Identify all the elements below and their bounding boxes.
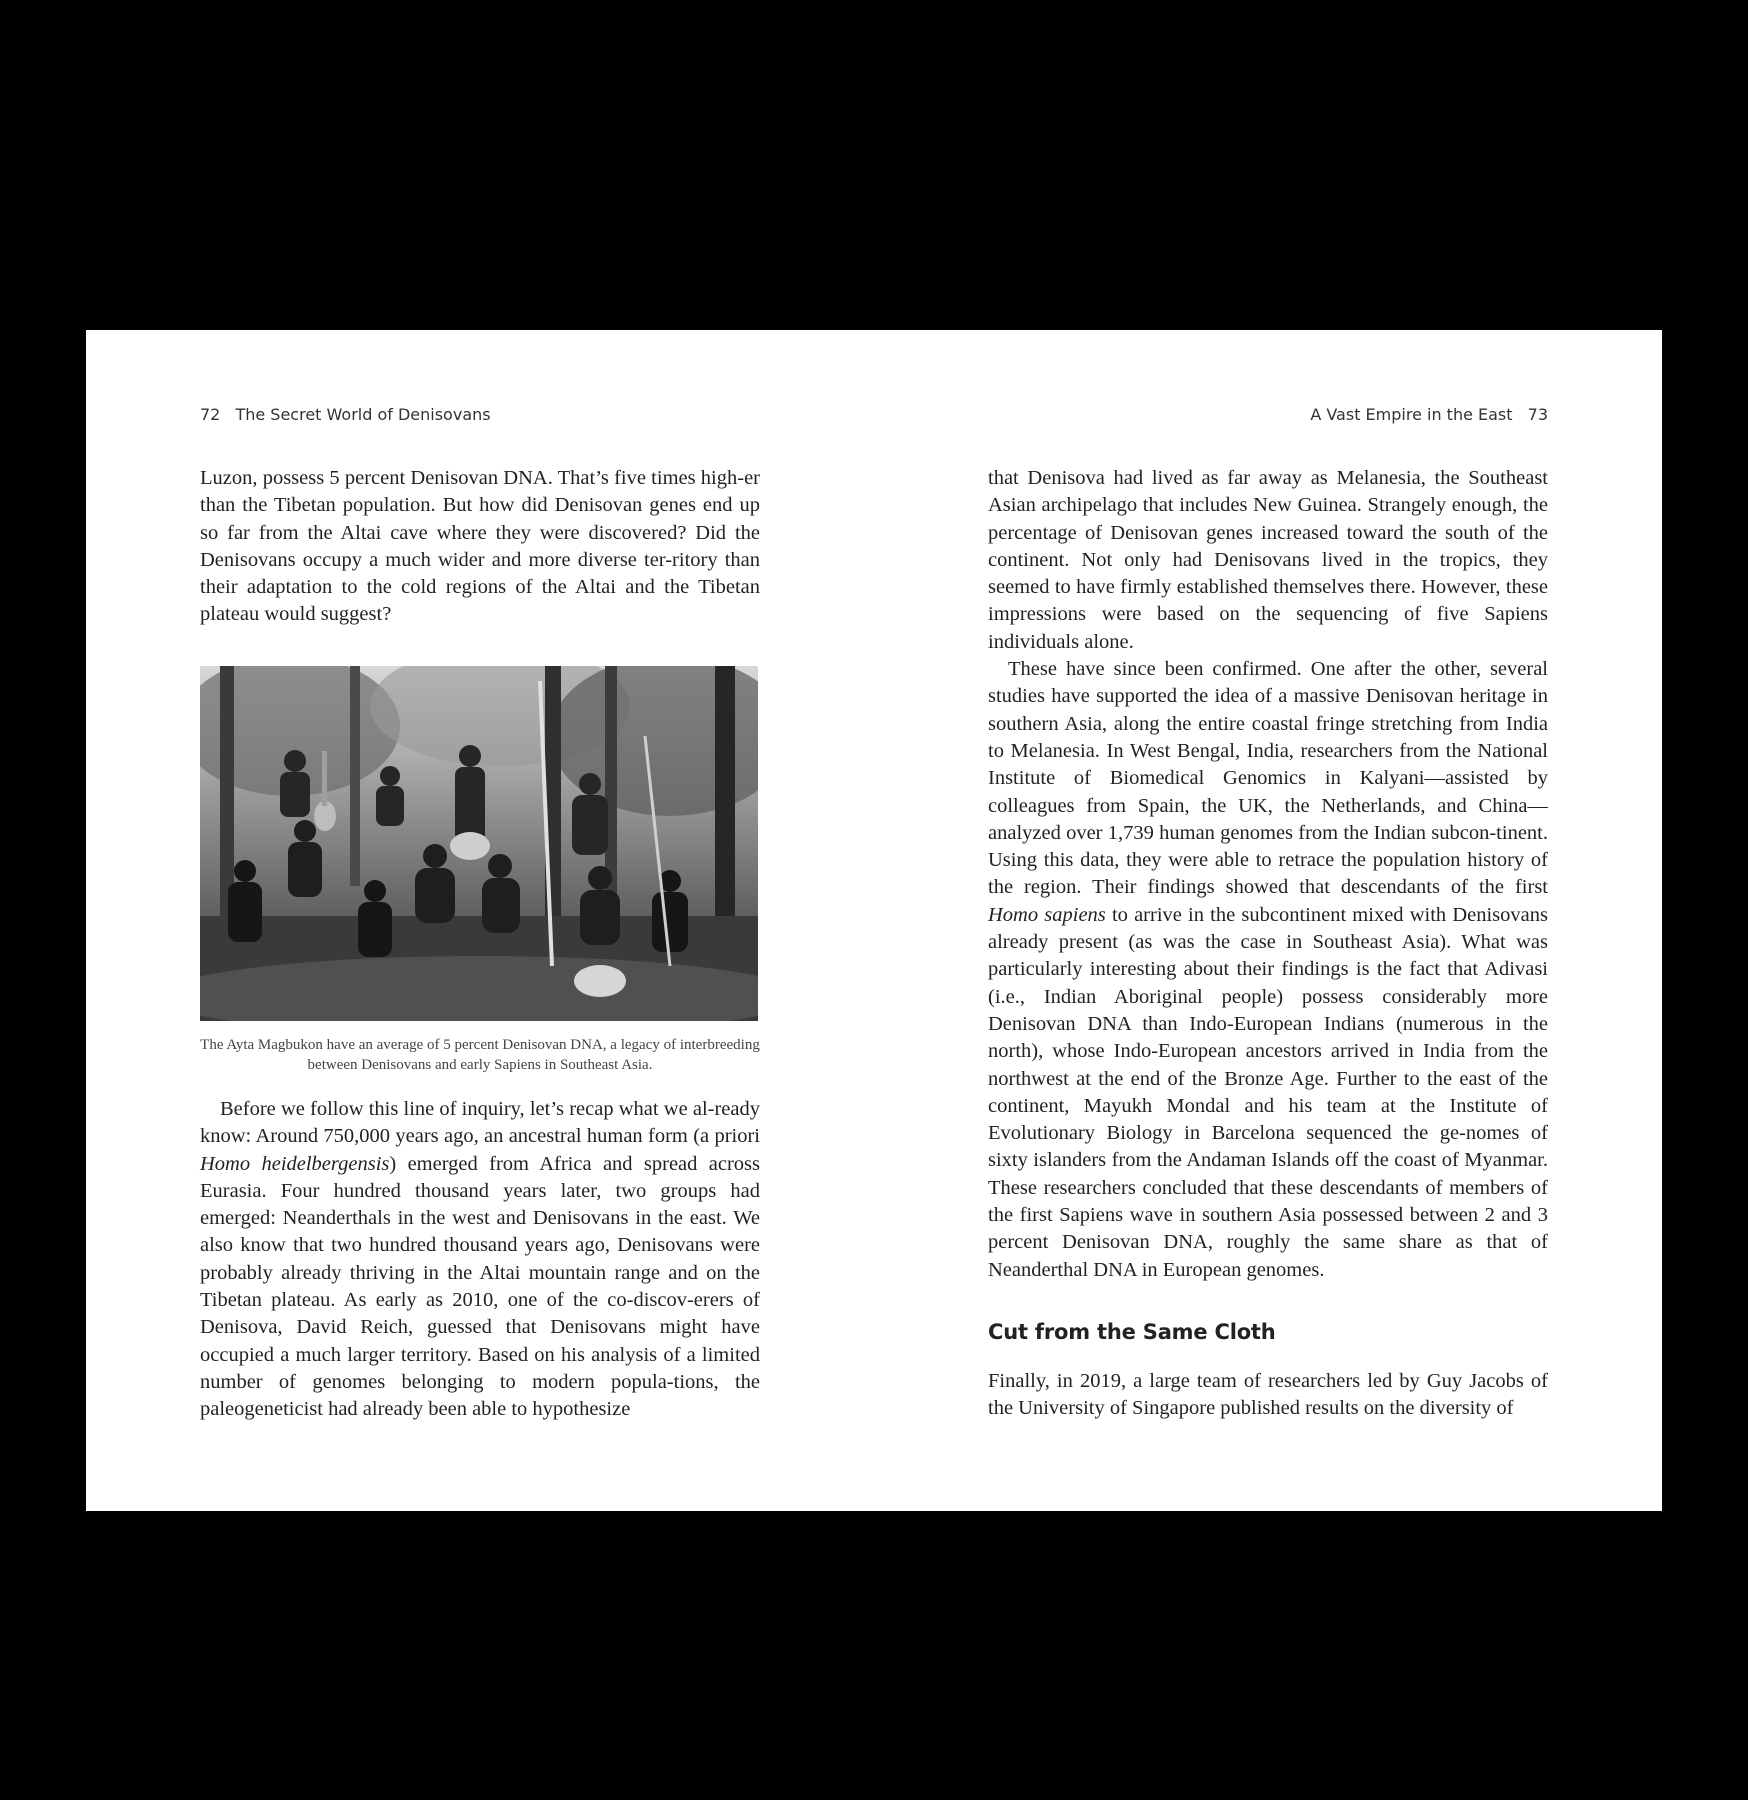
right-paragraph-3: Finally, in 2019, a large team of researchers led by Guy Jacobs of the University of Singapore published results on the diversity of <box>988 1370 1548 1420</box>
left-paragraph-2-start: Before we follow this line of inquiry, let’s recap what we al-ready know: Around 750,000 years ago, an ancestral human form (a priori <box>200 1098 760 1148</box>
right-paragraph-2-end: to arrive in the subcontinent mixed with Denisovans already present (as was the case in Southeast Asia). What was particularly interesting about their findings is the fact that Adivasi (i.e., Indian Aboriginal people) possess considerably more Denisovan DNA than Indo-European Indians (numerous in the north), whose Indo-European ancestors arrived in India from the northwest at the end of the Bronze Age. Further to the east of the continent, Mayukh Mondal and his team at the Institute of Evolutionary Biology in Barcelona sequenced the ge-nomes of sixty islanders from the Andaman Islands off the coast of Myanmar. These researchers concluded that these descendants of members of the first Sapiens wave in southern Asia possessed between 2 and 3 percent Denisovan DNA, roughly the same share as that of Neanderthal DNA in European genomes. <box>988 903 1548 1281</box>
left-paragraph-1: Luzon, possess 5 percent Denisovan DNA. That’s five times high-er than the Tibetan population. But how did Denisovan genes end up so far from the Altai cave where they were discovered? Did the Denisovans occupy a much wider and more diverse ter-ritory than their adaptation to the cold regions of the Altai and the Tibetan plateau would suggest? <box>200 467 760 626</box>
running-title-left: The Secret World of Denisovans <box>235 405 491 424</box>
group-photo-illustration <box>200 666 758 1021</box>
left-text-block-bottom <box>200 1096 760 1424</box>
book-spread <box>86 330 1662 1511</box>
figure-caption: The Ayta Magbukon have an average of 5 percent Denisovan DNA, a legacy of interbreeding between Denisovans and early Sapiens in Southeast Asia. <box>200 1037 760 1073</box>
figure-photo <box>200 666 758 1021</box>
left-paragraph-2-end: ) emerged from Africa and spread across Eurasia. Four hundred thousand years later, two groups had emerged: Neanderthals in the west and Denisovans in the east. We also know that two hundred thousand years ago, Denisovans were probably already thriving in the Altai mountain range and on the Tibetan plateau. As early as 2010, one of the co-discov-erers of Denisova, David Reich, guessed that Denisovans might have occupied a much larger territory. Based on his analysis of a limited number of genomes belonging to modern popula-tions, the paleogeneticist had already been able to hypothesize <box>200 1152 760 1421</box>
right-text-block-top <box>988 465 1548 1284</box>
right-paragraph-2-italic: Homo sapiens <box>988 903 1106 926</box>
page-number-right: 73 <box>1527 405 1548 424</box>
section-heading: Cut from the Same Cloth <box>988 1320 1276 1344</box>
running-head-right <box>988 405 1548 424</box>
left-paragraph-2 <box>200 1096 760 1424</box>
left-paragraph-2-italic: Homo heidelbergensis <box>200 1152 390 1175</box>
running-title-right: A Vast Empire in the East <box>1310 405 1513 424</box>
right-paragraph-2 <box>988 656 1548 1284</box>
page-number-left: 72 <box>200 405 221 424</box>
left-text-block-top <box>200 465 760 629</box>
right-paragraph-2-start: These have since been confirmed. One after the other, several studies have supported the idea of a massive Denisovan heritage in southern Asia, along the entire coastal fringe stretching from India to Melanesia. In West Bengal, India, researchers from the National Institute of Biomedical Genomics in Kalyani—assisted by colleagues from Spain, the UK, the Netherlands, and China—analyzed over 1,739 human genomes from the Indian subcon-tinent. Using this data, they were able to retrace the population history of the region. Their findings showed that descendants of the first <box>988 658 1548 899</box>
right-paragraph-1: that Denisova had lived as far away as Melanesia, the Southeast Asian archipelago that includes New Guinea. Strangely enough, the percentage of Denisovan genes increased toward the south of the continent. Not only had Denisovans lived in the tropics, they seemed to have firmly established themselves there. However, these impressions were based on the sequencing of five Sapiens individuals alone. <box>988 467 1548 653</box>
running-head-left <box>200 405 760 424</box>
right-text-block-bottom <box>988 1368 1548 1423</box>
